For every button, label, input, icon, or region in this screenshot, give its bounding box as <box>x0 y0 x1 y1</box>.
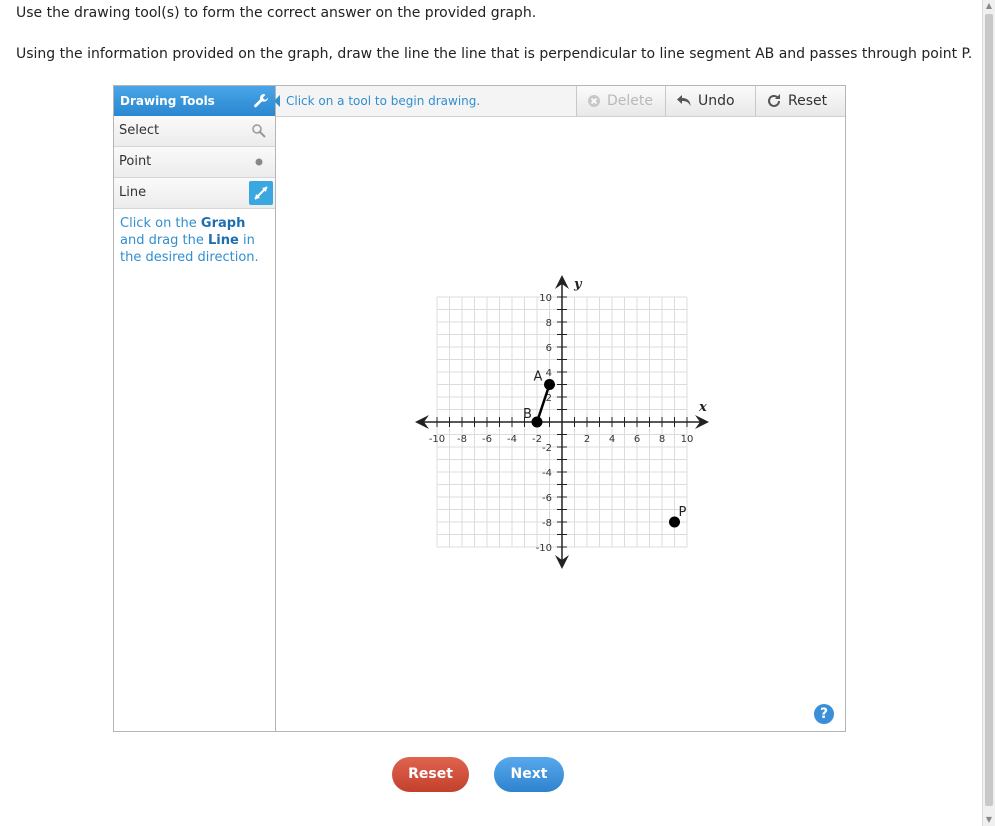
x-tick-label: 8 <box>658 434 666 445</box>
y-tick-label: 6 <box>545 343 552 354</box>
x-tick-label: -10 <box>428 434 446 445</box>
x-tick-label: 2 <box>583 434 591 445</box>
x-tick-label: -2 <box>532 434 542 445</box>
y-axis-label: y <box>574 277 582 292</box>
tool-line-label: Line <box>119 185 147 200</box>
hint-text-1: Click on the <box>120 216 201 231</box>
help-icon[interactable]: ? <box>814 704 834 724</box>
x-tick-label: -6 <box>482 434 492 445</box>
y-tick-label: -6 <box>542 493 552 504</box>
point-label-b: B <box>523 407 532 422</box>
y-tick-label: 8 <box>545 318 552 329</box>
point-a <box>544 379 555 390</box>
y-tick-label: 2 <box>545 393 552 404</box>
x-tick-label: -8 <box>457 434 467 445</box>
y-tick-label: 4 <box>545 368 552 379</box>
reset-graph-label: Reset <box>788 93 828 109</box>
y-tick-label: 10 <box>539 293 552 304</box>
scroll-down-icon[interactable]: ▼ <box>985 815 993 824</box>
point-label-p: P <box>678 505 687 520</box>
undo-label: Undo <box>698 93 735 109</box>
y-tick-label: -2 <box>542 443 552 454</box>
tool-point-label: Point <box>119 154 152 169</box>
x-axis-label: x <box>699 400 707 415</box>
toolbar-prompt: Click on a tool to begin drawing. <box>286 94 481 108</box>
reset-button[interactable]: Reset <box>392 757 469 792</box>
axes <box>415 275 709 569</box>
tick-labels <box>429 277 707 554</box>
point-label-a: A <box>533 369 543 385</box>
y-tick-label: -8 <box>542 518 552 529</box>
x-tick-label: -4 <box>507 434 517 445</box>
drawing-tools-title: Drawing Tools <box>120 94 215 108</box>
page-scrollbar[interactable] <box>982 0 995 826</box>
point-b <box>532 417 543 428</box>
instruction-text-1: Use the drawing tool(s) to form the correct answer on the provided graph. <box>16 5 537 21</box>
y-tick-label: -10 <box>535 543 552 554</box>
hint-text-2: and drag the <box>120 233 209 248</box>
next-button[interactable]: Next <box>494 757 564 792</box>
x-tick-label: 10 <box>680 434 694 445</box>
scroll-up-icon[interactable]: ▲ <box>985 1 993 10</box>
graphing-widget <box>113 85 846 732</box>
hint-text-3: in the desired direction. <box>120 233 259 265</box>
delete-label: Delete <box>607 93 653 109</box>
coordinate-graph[interactable] <box>114 86 845 731</box>
tool-select-label: Select <box>119 123 160 138</box>
x-tick-label: 4 <box>608 434 616 445</box>
y-tick-label: -4 <box>542 468 552 479</box>
instruction-text-2: Using the information provided on the graph, draw the line the line that is perpendicular to line segment AB and passes through point P. <box>16 46 973 62</box>
x-tick-label: 6 <box>633 434 641 445</box>
hint-line-keyword: Line <box>208 233 239 248</box>
scrollbar-thumb[interactable] <box>985 14 993 806</box>
hint-graph-keyword: Graph <box>200 216 246 231</box>
